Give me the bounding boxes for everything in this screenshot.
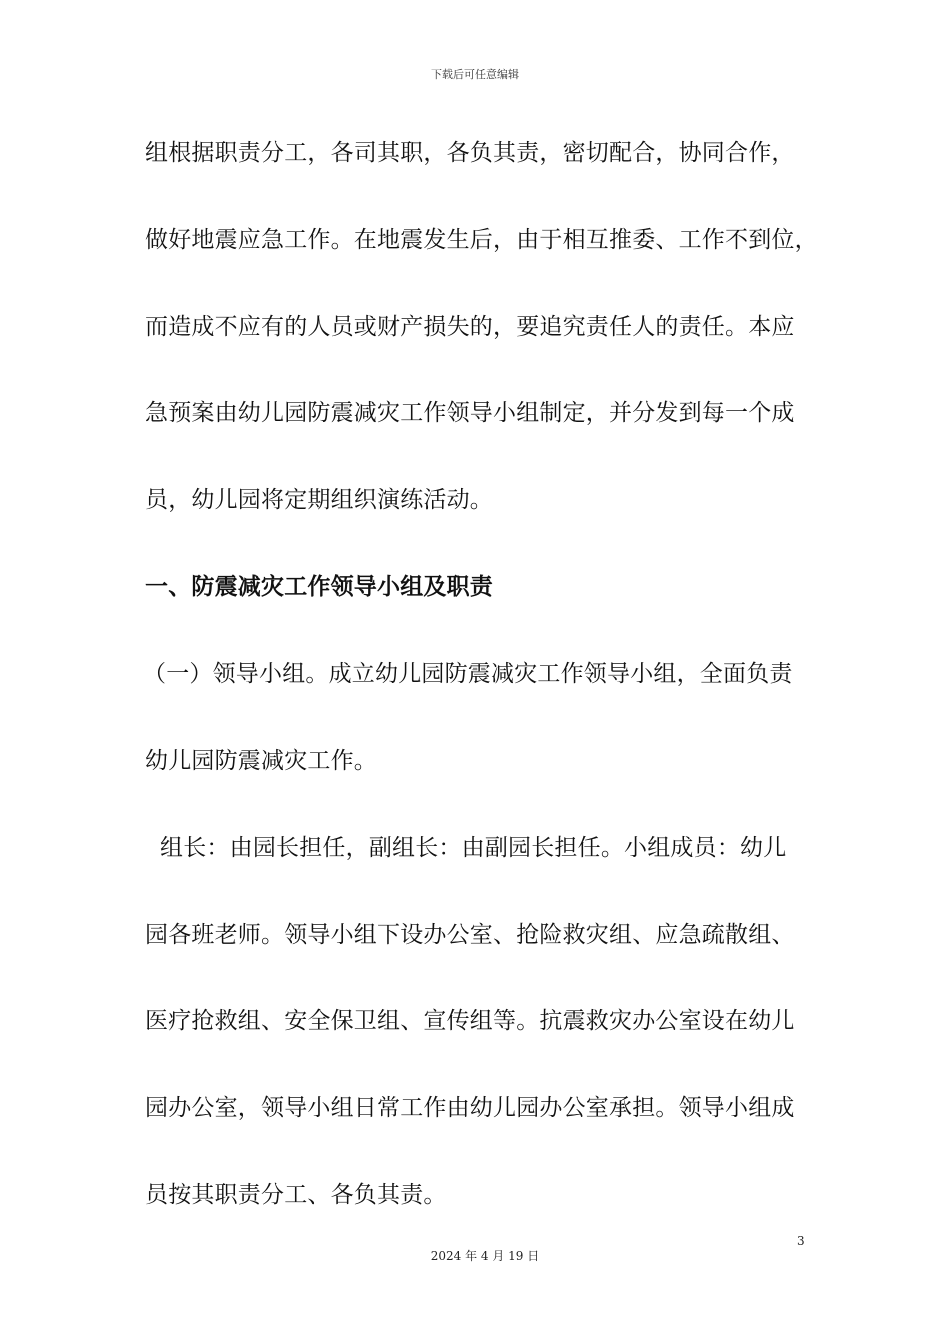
paragraph-line: 员，幼儿园将定期组织演练活动。	[145, 487, 493, 513]
page-header: 下载后可任意编辑	[431, 68, 519, 81]
paragraph-line: 员按其职责分工、各负其责。	[145, 1182, 447, 1208]
paragraph-line: 医疗抢救组、安全保卫组、宣传组等。抗震救灾办公室设在幼儿	[145, 1008, 795, 1034]
paragraph-line: 组根据职责分工，各司其职，各负其责，密切配合，协同合作，	[145, 140, 795, 166]
paragraph-line: 园各班老师。领导小组下设办公室、抢险救灾组、应急疏散组、	[145, 922, 795, 948]
paragraph-line: 而造成不应有的人员或财产损失的，要追究责任人的责任。本应	[145, 314, 795, 340]
paragraph-line: 组长：由园长担任，副组长：由副园长担任。小组成员：幼儿	[145, 835, 787, 861]
paragraph-line: （一）领导小组。成立幼儿园防震减灾工作领导小组，全面负责	[143, 661, 793, 687]
paragraph-line: 园办公室，领导小组日常工作由幼儿园办公室承担。领导小组成	[145, 1095, 795, 1121]
paragraph-line: 幼儿园防震减灾工作。	[145, 748, 377, 774]
page-number: 3	[797, 1234, 805, 1248]
footer-date: 2024 年 4 月 19 日	[430, 1249, 540, 1263]
paragraph-line: 急预案由幼儿园防震减灾工作领导小组制定，并分发到每一个成	[145, 400, 795, 426]
paragraph-line: 做好地震应急工作。在地震发生后，由于相互推委、工作不到位，	[145, 227, 818, 253]
section-heading: 一、防震减灾工作领导小组及职责	[145, 574, 493, 600]
